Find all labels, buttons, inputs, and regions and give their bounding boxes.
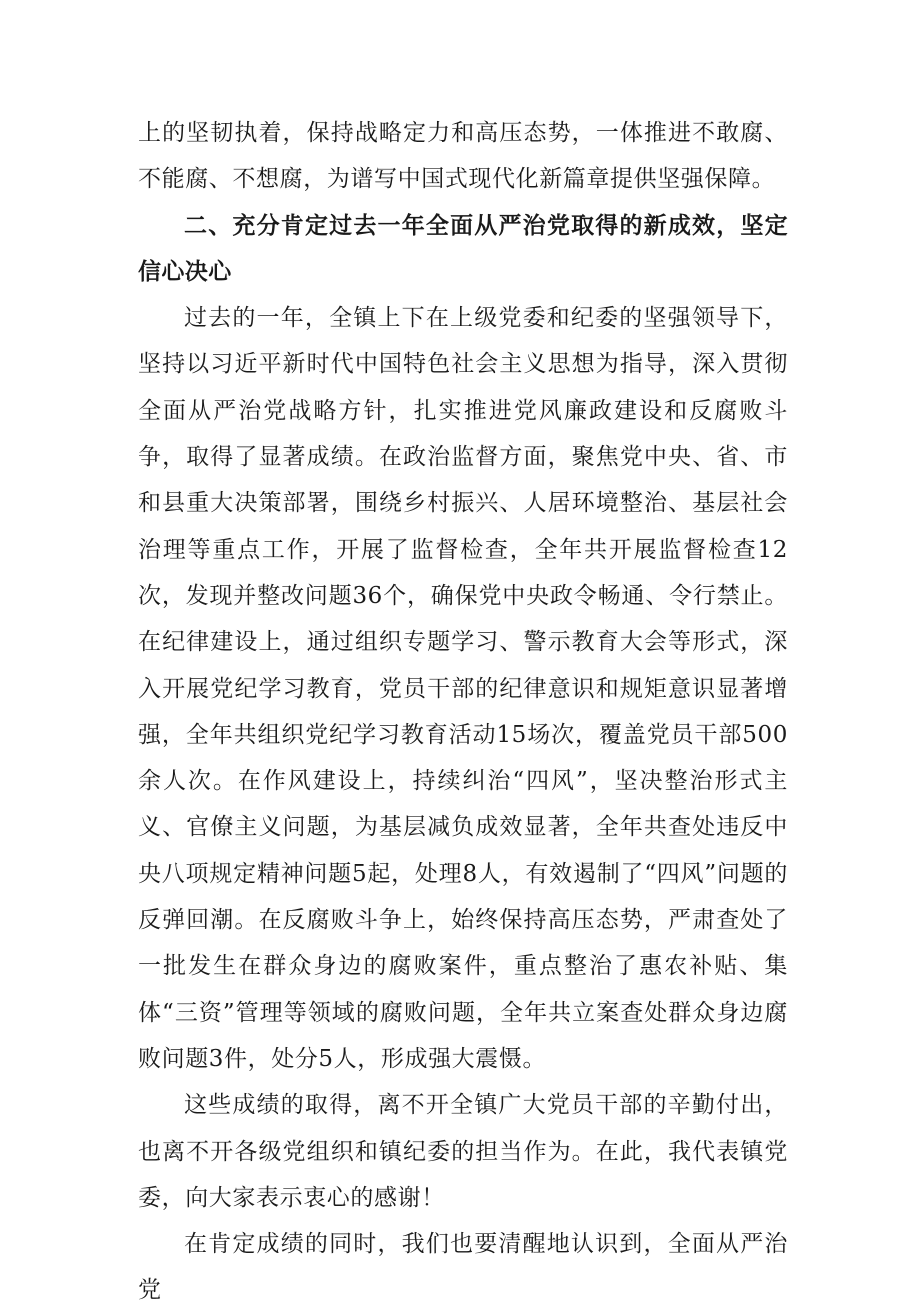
paragraph-achievements: 过去的一年，全镇上下在上级党委和纪委的坚强领导下，坚持以习近平新时代中国特色社会主义思想为指导，深入贯彻全面从严治党战略方针，扎实推进党风廉政建设和反腐败斗争，取得了显著成绩。在政治监督方面，聚焦党中央、省、市和县重大决策部署，围绕乡村振兴、人居环境整治、基层社会治理等重点工作，开展了监督检查，全年共开展监督检查12次，发现并整改问题36个，确保党中央政令畅通、令行禁止。在纪律建设上，通过组织专题学习、警示教育大会等形式，深入开展党纪学习教育，党员干部的纪律意识和规矩意识显著增强，全年共组织党纪学习教育活动15场次，覆盖党员干部500余人次。在作风建设上，持续纠治“四风”，坚决整治形式主义、官僚主义问题，为基层减负成效显著，全年共查处违反中央八项规定精神问题5起，处理8人，有效遏制了“四风”问题的反弹回潮。在反腐败斗争上，始终保持高压态势，严肃查处了一批发生在群众身边的腐败案件，重点整治了惠农补贴、集体“三资”管理等领域的腐败问题，全年共立案查处群众身边腐败问题3件，处分5人，形成强大震慑。 — [138, 305, 788, 1072]
document-body — [138, 110, 788, 1314]
paragraph-reflection: 在肯定成绩的同时，我们也要清醒地认识到，全面从严治党 — [138, 1231, 788, 1304]
section-heading: 二、充分肯定过去一年全面从严治党取得的新成效，坚定信心决心 — [138, 212, 788, 285]
paragraph-thanks: 这些成绩的取得，离不开全镇广大党员干部的辛勤付出，也离不开各级党组织和镇纪委的担当作为。在此，我代表镇党委，向大家表示衷心的感谢！ — [138, 1092, 788, 1211]
paragraph-continuation: 上的坚韧执着，保持战略定力和高压态势，一体推进不敢腐、不能腐、不想腐，为谱写中国式现代化新篇章提供坚强保障。 — [138, 120, 788, 193]
